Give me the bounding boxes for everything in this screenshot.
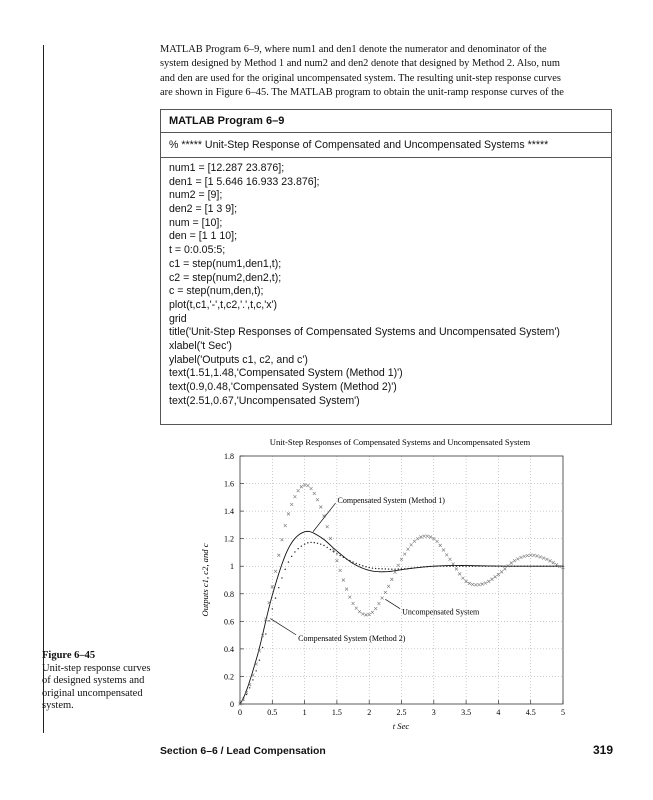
data-point-method-2 <box>288 561 289 562</box>
data-point-uncompensated <box>284 524 287 527</box>
data-point-method-2 <box>407 568 408 569</box>
data-point-method-2 <box>443 565 444 566</box>
data-point-uncompensated <box>371 611 374 614</box>
code-line: xlabel('t Sec') <box>169 339 232 352</box>
data-point-uncompensated <box>287 512 290 515</box>
data-point-method-2 <box>346 558 347 559</box>
intro-line: MATLAB Program 6–9, where num1 and den1 denote the numerator and denominator of the <box>160 44 547 55</box>
data-point-method-2 <box>514 566 515 567</box>
data-point-method-2 <box>297 548 298 549</box>
data-point-method-2 <box>317 543 318 544</box>
data-point-uncompensated <box>468 582 471 585</box>
data-point-method-2 <box>375 568 376 569</box>
data-point-method-2 <box>530 566 531 567</box>
figure-caption <box>42 650 160 713</box>
data-point-method-2 <box>417 567 418 568</box>
data-point-uncompensated <box>403 553 406 556</box>
data-point-uncompensated <box>439 544 442 547</box>
y-tick-label: 0.6 <box>224 617 234 627</box>
data-point-method-2 <box>333 551 334 552</box>
grid-lines <box>240 456 563 704</box>
data-point-uncompensated <box>316 498 319 501</box>
chart-title: Unit-Step Responses of Compensated Systems and Uncompensated System <box>269 437 531 447</box>
data-point-method-2 <box>381 568 382 569</box>
data-point-uncompensated <box>542 557 545 560</box>
data-point-method-2 <box>291 556 292 557</box>
code-line: title('Unit-Step Responses of Compensated Systems and Uncompensated System') <box>169 326 560 339</box>
code-line: t = 0:0.05:5; <box>169 244 226 257</box>
margin-rule <box>43 45 44 733</box>
data-point-uncompensated <box>345 588 348 591</box>
x-tick-label: 5 <box>561 708 565 717</box>
data-point-uncompensated <box>545 558 548 561</box>
data-point-uncompensated <box>374 607 377 610</box>
step-response-chart <box>195 432 575 737</box>
x-tick-label: 0 <box>238 708 242 717</box>
data-point-uncompensated <box>384 591 387 594</box>
x-tick-label: 3.5 <box>461 708 472 717</box>
data-point-uncompensated <box>313 492 316 495</box>
data-point-uncompensated <box>348 596 351 599</box>
data-point-method-2 <box>356 563 357 564</box>
data-point-method-2 <box>465 566 466 567</box>
data-point-uncompensated <box>381 597 384 600</box>
data-point-uncompensated <box>458 572 461 575</box>
data-point-uncompensated <box>549 559 552 562</box>
data-point-method-2 <box>540 566 541 567</box>
data-point-method-2 <box>336 553 337 554</box>
y-tick-label: 0.2 <box>224 672 234 682</box>
data-point-method-2 <box>323 545 324 546</box>
data-point-method-2 <box>339 555 340 556</box>
data-point-uncompensated <box>478 583 481 586</box>
data-point-method-2 <box>549 566 550 567</box>
data-point-uncompensated <box>339 569 342 572</box>
data-point-method-2 <box>362 565 363 566</box>
data-point-method-2 <box>498 566 499 567</box>
data-point-uncompensated <box>552 561 555 564</box>
x-axis-label: t Sec <box>392 721 410 731</box>
data-point-uncompensated <box>503 567 506 570</box>
program-code <box>161 158 611 408</box>
x-tick-label: 2 <box>367 708 372 717</box>
data-point-uncompensated <box>416 537 419 540</box>
data-point-uncompensated <box>297 489 300 492</box>
data-point-method-2 <box>472 566 473 567</box>
data-point-method-2 <box>478 566 479 567</box>
data-point-method-2 <box>359 564 360 565</box>
data-point-method-2 <box>349 560 350 561</box>
data-point-method-2 <box>268 620 269 621</box>
data-point-method-2 <box>440 565 441 566</box>
data-point-method-2 <box>414 567 415 568</box>
data-point-method-2 <box>543 566 544 567</box>
annotation-label: Compensated System (Method 1) <box>337 496 445 506</box>
data-point-uncompensated <box>361 612 364 615</box>
data-point-method-2 <box>533 566 534 567</box>
code-line: num1 = [12.287 23.876]; <box>169 162 285 174</box>
data-point-uncompensated <box>290 503 293 506</box>
y-axis-label: Outputs c1, c2, and c <box>200 543 210 617</box>
data-point-method-2 <box>388 568 389 569</box>
data-point-uncompensated <box>277 554 280 557</box>
data-point-uncompensated <box>355 607 358 610</box>
data-point-method-2 <box>249 687 250 688</box>
data-point-uncompensated <box>484 582 487 585</box>
data-point-method-2 <box>385 568 386 569</box>
data-point-method-2 <box>252 679 253 680</box>
data-point-uncompensated <box>471 583 474 586</box>
data-point-uncompensated <box>364 613 367 616</box>
data-point-uncompensated <box>306 484 309 487</box>
data-point-uncompensated <box>487 580 490 583</box>
data-point-method-2 <box>304 543 305 544</box>
data-point-uncompensated <box>358 610 361 613</box>
data-point-method-2 <box>452 566 453 567</box>
data-point-method-2 <box>427 566 428 567</box>
intro-line: and den are used for the original uncompensated system. The resulting unit-step response curves <box>160 72 561 84</box>
data-point-method-2 <box>423 566 424 567</box>
data-point-method-2 <box>456 566 457 567</box>
data-point-uncompensated <box>310 487 313 490</box>
data-point-uncompensated <box>326 525 329 528</box>
annotation-leader <box>385 599 400 608</box>
intro-line: system designed by Method 1 and num2 and den2 denote that designed by Method 2. Also, num <box>160 58 560 70</box>
y-tick-label: 1.4 <box>224 507 234 517</box>
code-line: c = step(num,den,t); <box>169 285 264 298</box>
data-point-method-2 <box>404 568 405 569</box>
data-point-method-2 <box>278 587 279 588</box>
data-point-method-2 <box>294 551 295 552</box>
data-point-uncompensated <box>342 579 345 582</box>
data-point-uncompensated <box>500 570 503 573</box>
page-number: 319 <box>592 743 613 757</box>
data-point-method-2 <box>420 567 421 568</box>
data-point-uncompensated <box>532 554 535 557</box>
x-tick-label: 4 <box>496 708 501 717</box>
data-point-method-2 <box>475 566 476 567</box>
data-point-uncompensated <box>490 578 493 581</box>
data-point-method-2 <box>262 647 263 648</box>
data-point-method-2 <box>265 633 266 634</box>
data-point-method-2 <box>310 542 311 543</box>
data-point-method-2 <box>520 566 521 567</box>
data-point-method-2 <box>511 566 512 567</box>
program-comment: % ***** Unit-Step Response of Compensated and Uncompensated Systems ***** <box>161 133 611 158</box>
annotation-layer <box>270 496 480 643</box>
data-point-uncompensated <box>319 505 322 508</box>
data-point-uncompensated <box>394 571 397 574</box>
data-point-method-2 <box>491 566 492 567</box>
data-point-method-2 <box>314 542 315 543</box>
y-tick-label: 1 <box>230 562 234 572</box>
data-point-uncompensated <box>280 538 283 541</box>
y-tick-label: 0.8 <box>224 589 234 599</box>
data-point-method-2 <box>327 547 328 548</box>
data-point-method-2 <box>433 566 434 567</box>
code-line: num = [10]; <box>169 216 223 229</box>
data-point-method-2 <box>255 670 256 671</box>
data-point-uncompensated <box>539 555 542 558</box>
data-point-method-2 <box>275 597 276 598</box>
data-point-method-2 <box>401 568 402 569</box>
data-point-uncompensated <box>520 556 523 559</box>
code-line: plot(t,c1,'-',t,c2,'.',t,c,'x') <box>169 298 278 311</box>
data-point-method-2 <box>459 566 460 567</box>
annotation-label: Uncompensated System <box>402 607 480 617</box>
data-point-method-2 <box>556 566 557 567</box>
data-point-method-2 <box>285 569 286 570</box>
data-point-uncompensated <box>390 578 393 581</box>
data-point-method-2 <box>372 567 373 568</box>
data-point-uncompensated <box>377 602 380 605</box>
data-point-uncompensated <box>429 536 432 539</box>
x-tick-label: 0.5 <box>267 708 278 717</box>
code-line: ylabel('Outputs c1, c2, and c') <box>169 353 308 366</box>
data-point-uncompensated <box>329 537 332 540</box>
data-point-uncompensated <box>426 535 429 538</box>
intro-line: are shown in Figure 6–45. The MATLAB program to obtain the unit-ramp response curves of the <box>160 86 564 98</box>
matlab-program-box <box>160 109 612 425</box>
data-point-method-2 <box>469 566 470 567</box>
data-point-uncompensated <box>481 583 484 586</box>
data-point-uncompensated <box>423 535 426 538</box>
series-dotted <box>239 542 563 705</box>
data-point-method-2 <box>524 566 525 567</box>
data-point-uncompensated <box>397 564 400 567</box>
data-point-uncompensated <box>523 555 526 558</box>
data-point-method-2 <box>410 568 411 569</box>
figure-label: Figure 6–45 <box>42 650 96 661</box>
data-point-uncompensated <box>448 558 451 561</box>
data-point-uncompensated <box>442 548 445 551</box>
data-point-uncompensated <box>526 554 529 557</box>
data-point-method-2 <box>462 566 463 567</box>
code-line: c1 = step(num1,den1,t); <box>169 257 282 270</box>
data-point-uncompensated <box>274 570 277 573</box>
x-tick-label: 1.5 <box>331 708 342 717</box>
y-tick-label: 0 <box>230 700 234 709</box>
x-tick-label: 2.5 <box>396 708 407 717</box>
program-title: MATLAB Program 6–9 <box>161 110 611 133</box>
intro-paragraph <box>160 43 613 100</box>
data-point-method-2 <box>394 568 395 569</box>
data-point-method-2 <box>446 566 447 567</box>
data-point-uncompensated <box>461 577 464 580</box>
data-point-method-2 <box>501 566 502 567</box>
data-point-method-2 <box>369 567 370 568</box>
data-point-uncompensated <box>419 536 422 539</box>
code-line: text(1.51,1.48,'Compensated System (Method 1)') <box>169 367 403 380</box>
data-point-uncompensated <box>474 583 477 586</box>
data-point-uncompensated <box>513 559 516 562</box>
data-point-uncompensated <box>536 554 539 557</box>
data-point-method-2 <box>436 565 437 566</box>
data-point-method-2 <box>449 566 450 567</box>
data-point-uncompensated <box>455 567 458 570</box>
data-point-uncompensated <box>452 562 455 565</box>
data-point-method-2 <box>536 566 537 567</box>
x-tick-label: 4.5 <box>525 708 536 717</box>
annotation-label: Compensated System (Method 2) <box>298 633 406 643</box>
data-point-uncompensated <box>413 540 416 543</box>
annotation-leader <box>270 619 296 635</box>
x-tick-label: 1 <box>302 708 307 717</box>
data-point-method-2 <box>494 566 495 567</box>
caption-text: Unit-step response curves of designed systems and original uncompensated system. <box>42 662 151 711</box>
y-tick-label: 1.2 <box>224 534 234 544</box>
code-line: num2 = [9]; <box>169 189 223 202</box>
data-point-method-2 <box>343 557 344 558</box>
data-point-method-2 <box>504 566 505 567</box>
code-line: text(2.51,0.67,'Uncompensated System') <box>169 394 360 407</box>
y-tick-label: 1.8 <box>224 452 234 461</box>
data-point-method-2 <box>398 568 399 569</box>
data-point-method-2 <box>488 566 489 567</box>
data-point-method-2 <box>307 542 308 543</box>
data-point-method-2 <box>320 543 321 544</box>
code-line: den1 = [1 5.646 16.933 23.876]; <box>169 175 320 188</box>
code-line: grid <box>169 312 187 325</box>
y-tick-label: 1.6 <box>224 479 234 489</box>
data-point-method-2 <box>546 566 547 567</box>
data-point-uncompensated <box>516 557 519 560</box>
data-point-method-2 <box>330 549 331 550</box>
code-line: text(0.9,0.48,'Compensated System (Method 2)') <box>169 381 397 393</box>
y-tick-label: 0.4 <box>224 644 234 654</box>
code-line: c2 = step(num2,den2,t); <box>169 271 282 284</box>
data-point-method-2 <box>301 545 302 546</box>
data-point-uncompensated <box>352 602 355 605</box>
data-point-method-2 <box>485 566 486 567</box>
code-line: den = [1 1 10]; <box>169 230 238 243</box>
data-point-uncompensated <box>529 554 532 557</box>
data-point-uncompensated <box>410 543 413 546</box>
data-point-method-2 <box>391 568 392 569</box>
data-point-uncompensated <box>406 548 409 551</box>
data-point-method-2 <box>527 566 528 567</box>
data-point-method-2 <box>430 566 431 567</box>
data-point-uncompensated <box>445 553 448 556</box>
running-footer-section: Section 6–6 / Lead Compensation <box>160 746 326 757</box>
data-point-uncompensated <box>436 540 439 543</box>
data-point-method-2 <box>517 566 518 567</box>
data-point-method-2 <box>272 608 273 609</box>
code-line: den2 = [1 3 9]; <box>169 203 238 216</box>
data-point-uncompensated <box>510 562 513 565</box>
data-point-method-2 <box>246 694 247 695</box>
data-point-method-2 <box>482 566 483 567</box>
data-point-method-2 <box>352 561 353 562</box>
data-point-uncompensated <box>300 485 303 488</box>
data-point-method-2 <box>365 566 366 567</box>
annotation-leader <box>313 503 336 532</box>
data-point-method-2 <box>553 566 554 567</box>
data-point-uncompensated <box>293 495 296 498</box>
x-tick-label: 3 <box>431 708 436 717</box>
data-point-method-2 <box>281 577 282 578</box>
data-point-uncompensated <box>494 575 497 578</box>
data-point-method-2 <box>259 659 260 660</box>
data-point-uncompensated <box>387 585 390 588</box>
data-point-method-2 <box>378 568 379 569</box>
